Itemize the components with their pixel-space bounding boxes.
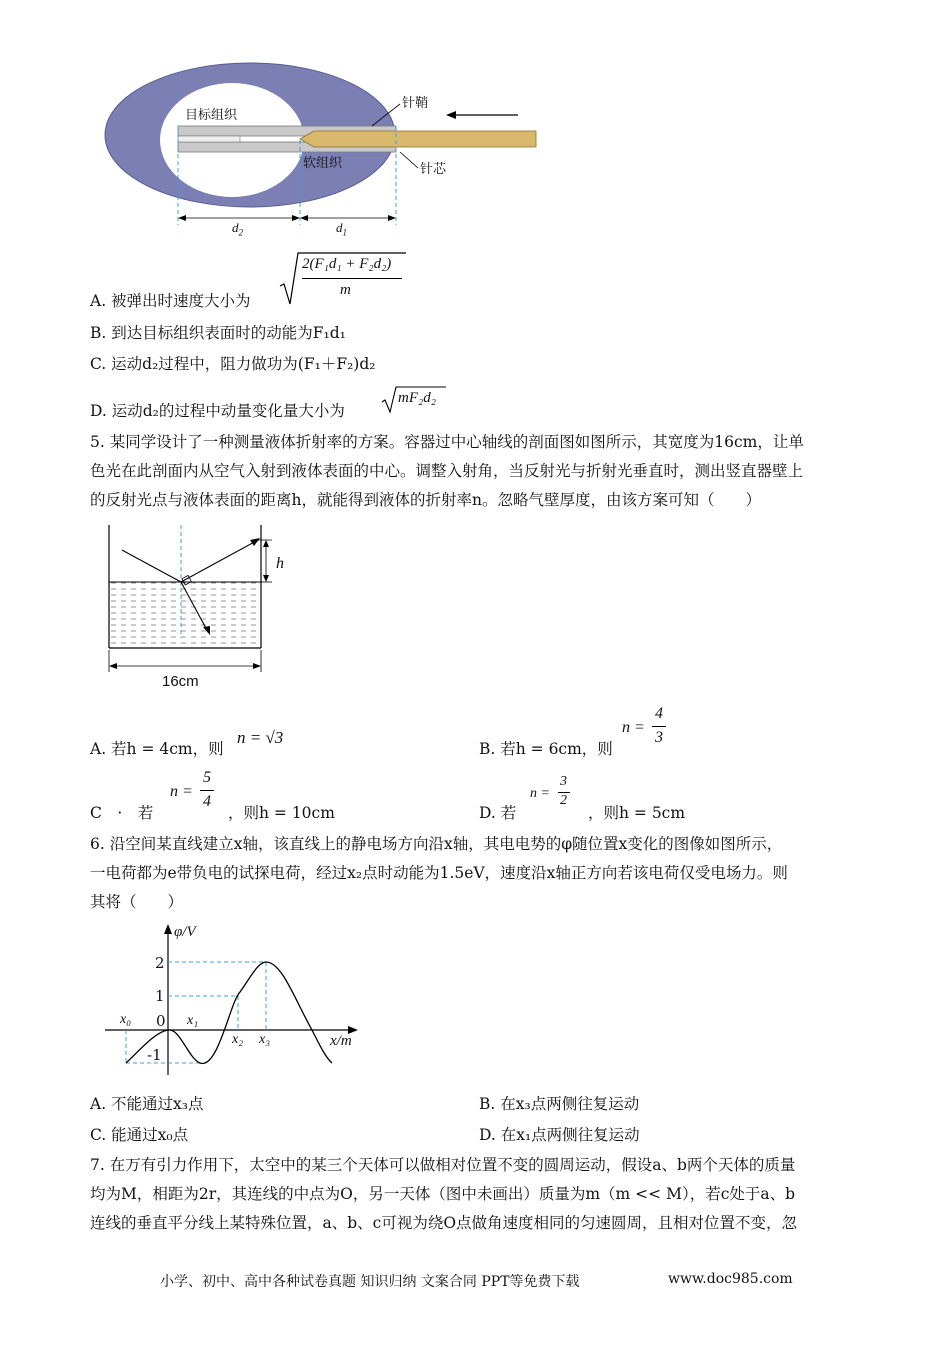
q5-stem-line2: 色光在此剖面内从空气入射到液体表面的中心。调整入射角，当反射光与折射光垂直时，测出竖直器壁上 bbox=[90, 462, 804, 480]
chart-mark-x3: x₃ bbox=[259, 1032, 271, 1047]
chart-mark-x2: x₂ bbox=[232, 1032, 244, 1047]
chart-y-axis-label: φ/V bbox=[174, 924, 196, 940]
q6-option-d: D. 在x₁点两侧往复运动 bbox=[479, 1126, 640, 1144]
q5-option-a: A. 若h = 4cm，则 bbox=[90, 740, 224, 758]
q4-option-b: B. 到达目标组织表面时的动能为F₁d₁ bbox=[90, 324, 346, 342]
label-d2: $d_2$ bbox=[232, 220, 243, 238]
label-core: 针芯 bbox=[420, 162, 447, 177]
chart-x-axis-label: x/m bbox=[330, 1033, 352, 1049]
q7-stem-line3: 连线的垂直平分线上某特殊位置，a、b、c可视为绕O点做角速度相同的匀速圆周，且相对位置不变，忽 bbox=[90, 1214, 798, 1232]
q6-stem-line3: 其将（ ） bbox=[90, 893, 184, 911]
label-16cm: 16cm bbox=[162, 673, 199, 690]
footer-text: 小学、初中、高中各种试卷真题 知识归纳 文案合同 PPT等免费下载 bbox=[160, 1274, 580, 1290]
chart-tick-2: 2 bbox=[155, 954, 165, 972]
q4-option-d: D. 运动d₂的过程中动量变化量大小为 bbox=[90, 402, 345, 420]
q5-option-c-suffix: ，则h = 10cm bbox=[228, 804, 335, 822]
q4-option-a-formula: 2(F₁d₁ + F₂d₂) m bbox=[278, 250, 408, 306]
chart-tick-neg1: -1 bbox=[147, 1046, 162, 1064]
q6-stem-line1: 6. 沿空间某直线建立x轴，该直线上的静电场方向沿x轴，其电电势的φ随位置x变化的图像如图所示， bbox=[90, 835, 783, 853]
q5-stem-line3: 的反射光点与液体表面的距离h，就能得到液体的折射率n。忽略气壁厚度，由该方案可知（ ） bbox=[90, 491, 761, 509]
label-soft-tissue: 软组织 bbox=[303, 156, 343, 171]
q4-option-a: A. 被弹出时速度大小为 bbox=[90, 292, 251, 310]
container-figure bbox=[100, 520, 300, 695]
label-d1: $d_1$ bbox=[336, 220, 347, 238]
q4-option-c: C. 运动d₂过程中，阻力做功为(F₁＋F₂)d₂ bbox=[90, 355, 376, 373]
label-sheath: 针鞘 bbox=[402, 96, 429, 111]
label-target-tissue: 目标组织 bbox=[185, 108, 238, 123]
q5-option-d-suffix: ，则h = 5cm bbox=[588, 804, 686, 822]
q6-option-c: C. 能通过x₀点 bbox=[90, 1126, 189, 1144]
q5-option-a-formula: n = √3 bbox=[237, 728, 284, 747]
q4-option-d-formula: mF₂d₂ bbox=[380, 384, 450, 414]
q5-option-c-prefix: C · 若 bbox=[90, 804, 154, 822]
footer-link[interactable]: www.doc985.com bbox=[668, 1271, 793, 1287]
chart-tick-0: 0 bbox=[156, 1012, 166, 1030]
q6-stem-line2: 一电荷都为e带负电的试探电荷，经过x₂点时动能为1.5eV，速度沿x轴正方向若该电荷仅受电场力。则 bbox=[90, 864, 788, 882]
phi-x-chart bbox=[100, 920, 370, 1080]
label-h: h bbox=[276, 555, 284, 572]
chart-tick-1: 1 bbox=[155, 987, 165, 1005]
q5-stem-line1: 5. 某同学设计了一种测量液体折射率的方案。容器过中心轴线的剖面图如图所示，其宽度为16cm，让单 bbox=[90, 433, 804, 451]
q5-option-b: B. 若h = 6cm，则 bbox=[479, 740, 613, 758]
chart-mark-x1: x₁ bbox=[187, 1013, 199, 1028]
q6-option-a: A. 不能通过x₃点 bbox=[90, 1095, 204, 1113]
chart-mark-x0: x₀ bbox=[120, 1012, 132, 1027]
q7-stem-line1: 7. 在万有引力作用下，太空中的某三个天体可以做相对位置不变的圆周运动，假设a、b两个天体的质量 bbox=[90, 1156, 796, 1174]
q5-option-d-prefix: D. 若 bbox=[479, 804, 517, 822]
q6-option-b: B. 在x₃点两侧往复运动 bbox=[479, 1095, 640, 1113]
q7-stem-line2: 均为M，相距为2r，其连线的中点为O，另一天体（图中未画出）质量为m（m << M），若c处于a、b bbox=[90, 1185, 796, 1203]
